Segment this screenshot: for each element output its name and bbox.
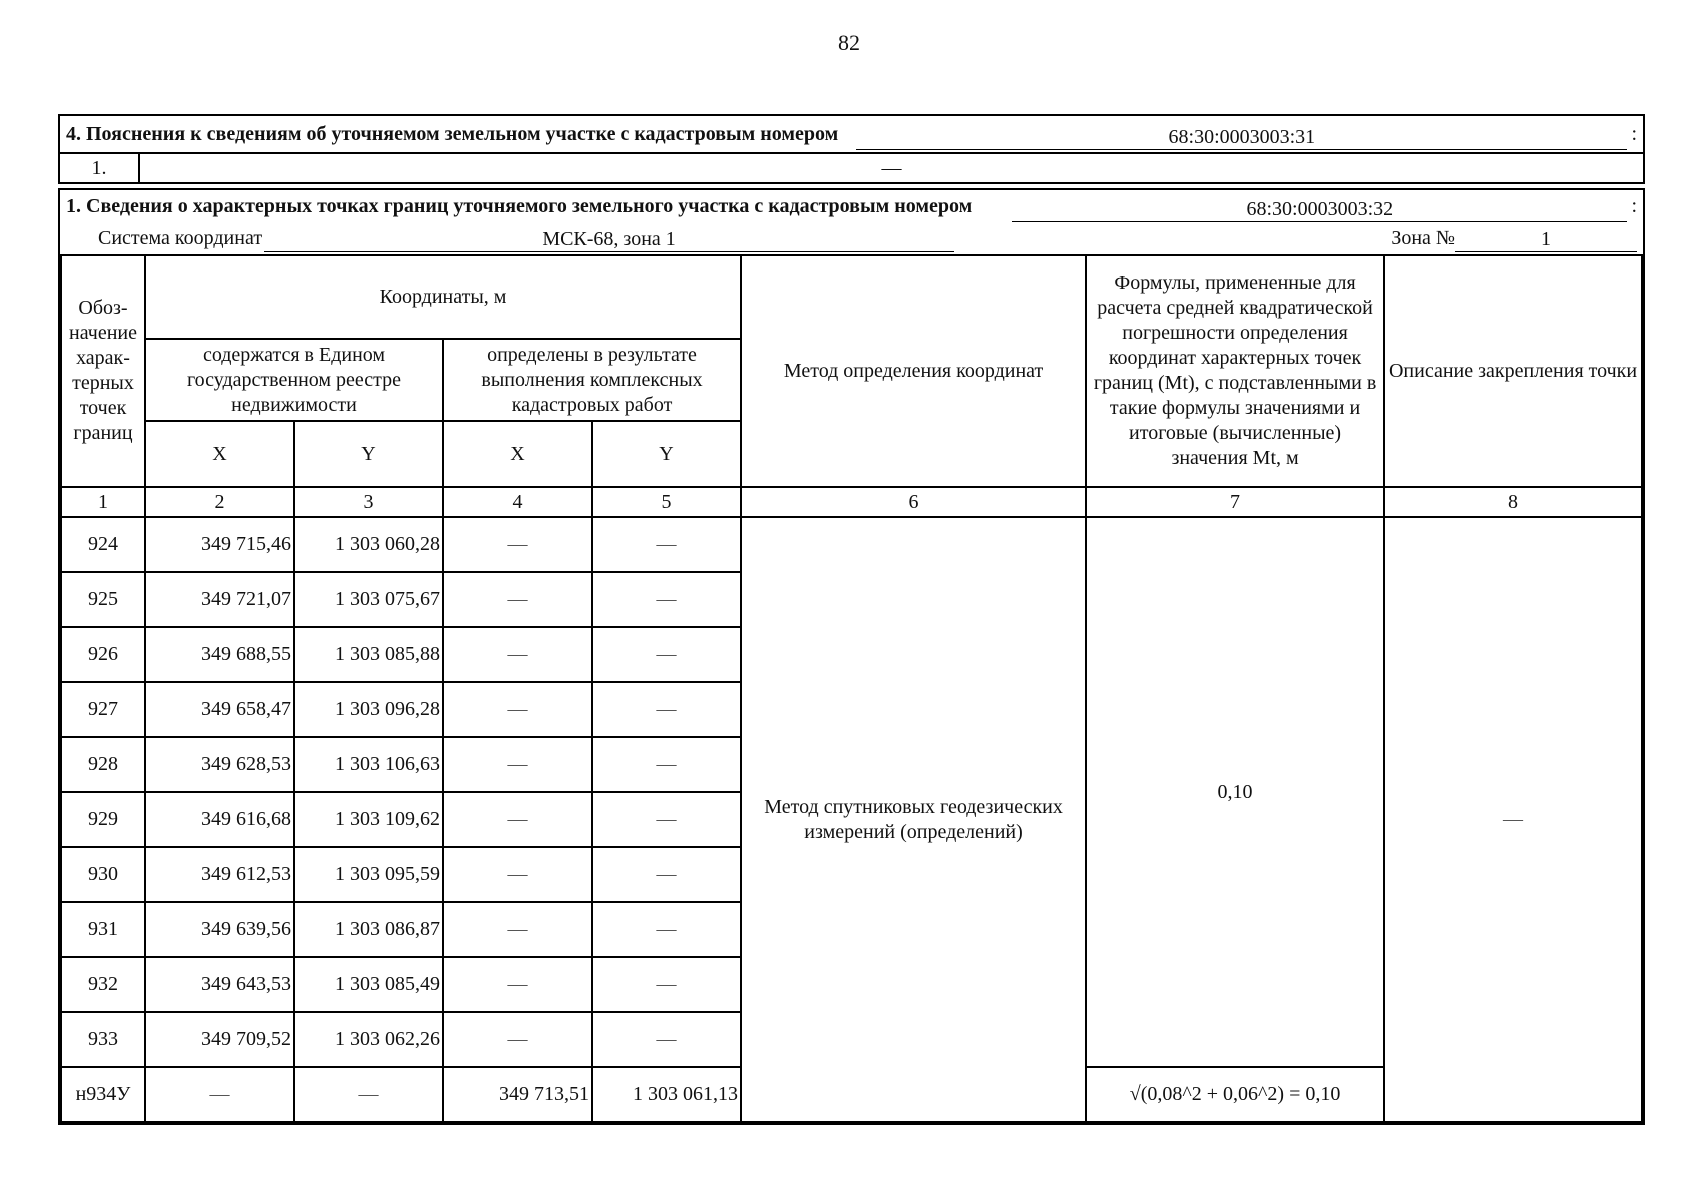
column-number: 6 <box>741 487 1086 517</box>
x-kkr: — <box>443 572 592 627</box>
points-table <box>60 254 1643 1123</box>
x-kkr: — <box>443 627 592 682</box>
zone-value: 1 <box>1455 227 1637 252</box>
point-designation: 924 <box>61 517 145 572</box>
section1-header <box>60 190 1643 224</box>
x-kkr: — <box>443 682 592 737</box>
method-value: Метод спутниковых геодезических измерений (определений) <box>741 517 1086 1122</box>
y-kkr: — <box>592 572 741 627</box>
y-egrn: 1 303 106,63 <box>294 737 443 792</box>
mt-formula: √(0,08^2 + 0,06^2) = 0,10 <box>1086 1067 1384 1122</box>
y-kkr: 1 303 061,13 <box>592 1067 741 1122</box>
mt-value: 0,10 <box>1086 517 1384 1067</box>
point-designation: 932 <box>61 957 145 1012</box>
y-kkr: — <box>592 902 741 957</box>
point-designation: 926 <box>61 627 145 682</box>
y-kkr: — <box>592 737 741 792</box>
y-egrn: 1 303 075,67 <box>294 572 443 627</box>
header-method: Метод определения координат <box>741 255 1086 487</box>
x-kkr: — <box>443 847 592 902</box>
y-egrn: 1 303 095,59 <box>294 847 443 902</box>
header-coordinates: Координаты, м <box>145 255 741 339</box>
zone-label: Зона № <box>1391 227 1455 249</box>
description-value: — <box>1384 517 1642 1122</box>
header-x-kkr: X <box>443 421 592 487</box>
y-egrn: 1 303 085,88 <box>294 627 443 682</box>
y-kkr: — <box>592 627 741 682</box>
x-egrn: — <box>145 1067 294 1122</box>
point-designation: 927 <box>61 682 145 737</box>
header-y-egrn: Y <box>294 421 443 487</box>
header-kkr: определены в результате выполнения комплексных кадастровых работ <box>443 339 741 421</box>
header-x-egrn: X <box>145 421 294 487</box>
y-kkr: — <box>592 1012 741 1067</box>
section1-colon: : <box>1631 195 1637 217</box>
x-egrn: 349 709,52 <box>145 1012 294 1067</box>
x-kkr: 349 713,51 <box>443 1067 592 1122</box>
point-designation: 930 <box>61 847 145 902</box>
section1-frame <box>58 188 1645 1125</box>
point-designation: 929 <box>61 792 145 847</box>
section4-item-number: 1. <box>60 154 140 182</box>
y-kkr: — <box>592 957 741 1012</box>
column-number: 2 <box>145 487 294 517</box>
header-description: Описание закрепления точки <box>1384 255 1642 487</box>
x-egrn: 349 612,53 <box>145 847 294 902</box>
header-formulas: Формулы, примененные для расчета средней квадратической погрешности определения координат характерных точек границ (Mt), с подставленными в такие формулы значениями и итоговые (вычисленные) значения Mt, м <box>1086 255 1384 487</box>
x-kkr: — <box>443 1012 592 1067</box>
header-point-designation: Обоз- начение харак- терных точек границ <box>61 255 145 487</box>
table-row <box>61 517 1642 572</box>
point-designation: 928 <box>61 737 145 792</box>
column-number: 1 <box>61 487 145 517</box>
coord-system-label: Система координат <box>98 227 263 249</box>
x-kkr: — <box>443 737 592 792</box>
y-egrn: 1 303 085,49 <box>294 957 443 1012</box>
x-egrn: 349 721,07 <box>145 572 294 627</box>
point-designation: н934У <box>61 1067 145 1122</box>
x-egrn: 349 715,46 <box>145 517 294 572</box>
x-kkr: — <box>443 957 592 1012</box>
x-egrn: 349 688,55 <box>145 627 294 682</box>
header-y-kkr: Y <box>592 421 741 487</box>
document-body <box>58 114 1645 1125</box>
column-number: 7 <box>1086 487 1384 517</box>
x-egrn: 349 628,53 <box>145 737 294 792</box>
x-kkr: — <box>443 792 592 847</box>
section4-item <box>60 152 1643 182</box>
y-kkr: — <box>592 847 741 902</box>
column-number: 5 <box>592 487 741 517</box>
page-number: 82 <box>838 30 860 55</box>
x-egrn: 349 643,53 <box>145 957 294 1012</box>
y-egrn: 1 303 062,26 <box>294 1012 443 1067</box>
coord-system-value: МСК-68, зона 1 <box>264 227 954 252</box>
column-number: 8 <box>1384 487 1642 517</box>
section4-colon: : <box>1631 123 1637 145</box>
section1-cadastral-number: 68:30:0003003:32 <box>1012 197 1627 222</box>
y-egrn: 1 303 086,87 <box>294 902 443 957</box>
y-egrn: 1 303 096,28 <box>294 682 443 737</box>
y-egrn: 1 303 060,28 <box>294 517 443 572</box>
x-egrn: 349 639,56 <box>145 902 294 957</box>
y-kkr: — <box>592 682 741 737</box>
x-egrn: 349 658,47 <box>145 682 294 737</box>
x-kkr: — <box>443 517 592 572</box>
y-egrn: 1 303 109,62 <box>294 792 443 847</box>
column-number: 3 <box>294 487 443 517</box>
point-designation: 925 <box>61 572 145 627</box>
x-egrn: 349 616,68 <box>145 792 294 847</box>
y-kkr: — <box>592 517 741 572</box>
x-kkr: — <box>443 902 592 957</box>
column-number: 4 <box>443 487 592 517</box>
y-egrn: — <box>294 1067 443 1122</box>
header-egrn: содержатся в Едином государственном реестре недвижимости <box>145 339 443 421</box>
section4-item-text: — <box>881 157 902 179</box>
section4-frame <box>58 114 1645 184</box>
section4-cadastral-number: 68:30:0003003:31 <box>856 125 1627 150</box>
y-kkr: — <box>592 792 741 847</box>
section1-title: 1. Сведения о характерных точках границ уточняемого земельного участка с кадастровым номером <box>66 195 973 217</box>
point-designation: 931 <box>61 902 145 957</box>
section4-header <box>60 116 1643 152</box>
coordinate-system-row <box>60 224 1643 254</box>
column-number-row <box>61 487 1642 517</box>
section4-title: 4. Пояснения к сведениям об уточняемом земельном участке с кадастровым номером <box>66 123 839 145</box>
point-designation: 933 <box>61 1012 145 1067</box>
